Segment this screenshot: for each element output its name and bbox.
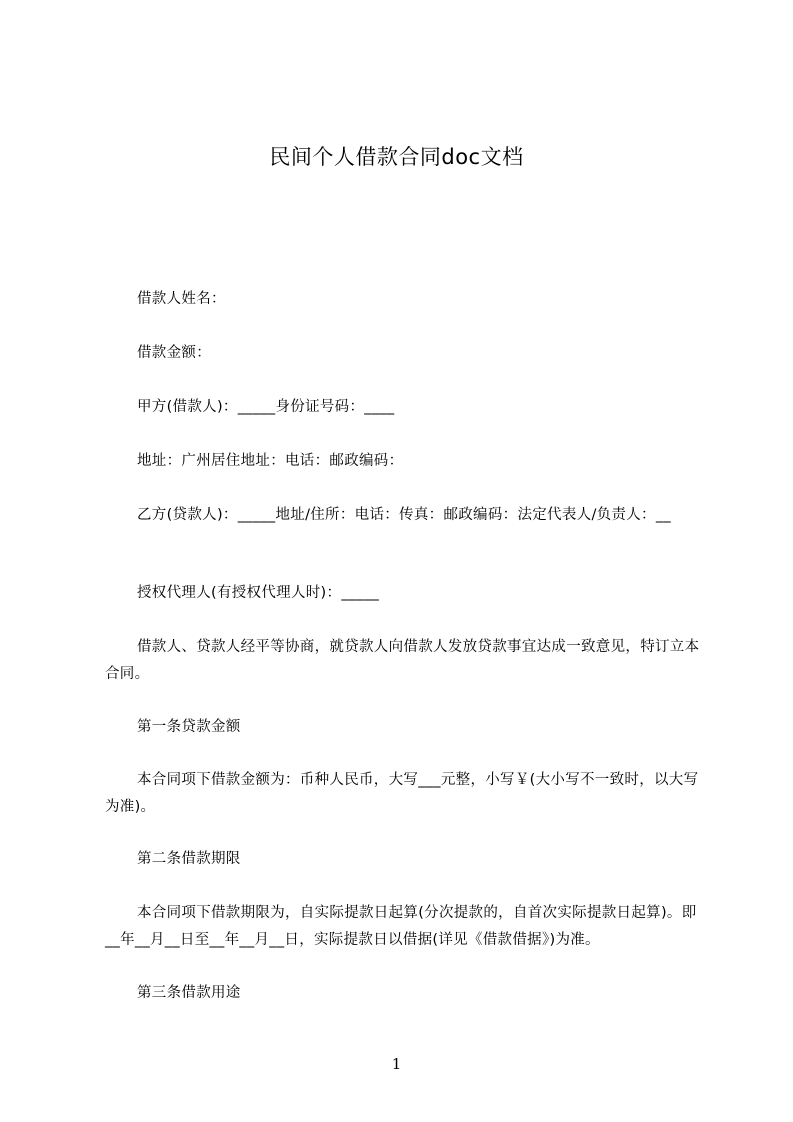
article-2-paragraph: 本合同项下借款期限为，自实际提款日起算(分次提款的，自首次实际提款日起算)。即__年__月__日至__年__月__日，实际提款日以借据(详见《借款借据》)为准。 <box>105 905 697 948</box>
article-2-heading: 第二条借款期限 <box>137 851 241 867</box>
loan-amount-line: 借款金额： <box>137 345 211 361</box>
page-number: 1 <box>391 1055 402 1073</box>
preamble-paragraph: 借款人、贷款人经平等协商，就贷款人向借款人发放贷款事宜达成一致意见，特订立本合同。 <box>105 639 700 682</box>
party-b-line: 乙方(贷款人)：_____地址/住所：电话：传真：邮政编码：法定代表人/负责人：__ <box>137 507 671 523</box>
document-title: 民间个人借款合同doc文档 <box>269 145 524 169</box>
address-line: 地址：广州居住地址：电话：邮政编码： <box>137 453 404 469</box>
article-1-heading: 第一条贷款金额 <box>137 719 241 735</box>
party-a-line: 甲方(借款人)：_____身份证号码：____ <box>137 399 395 415</box>
article-3-heading: 第三条借款用途 <box>137 985 241 1001</box>
authorized-agent-line: 授权代理人(有授权代理人时)：_____ <box>137 585 380 601</box>
article-1-paragraph: 本合同项下借款金额为：币种人民币，大写___元整，小写￥(大小写不一致时，以大写为准)。 <box>105 772 699 815</box>
borrower-name-line: 借款人姓名： <box>137 291 226 307</box>
